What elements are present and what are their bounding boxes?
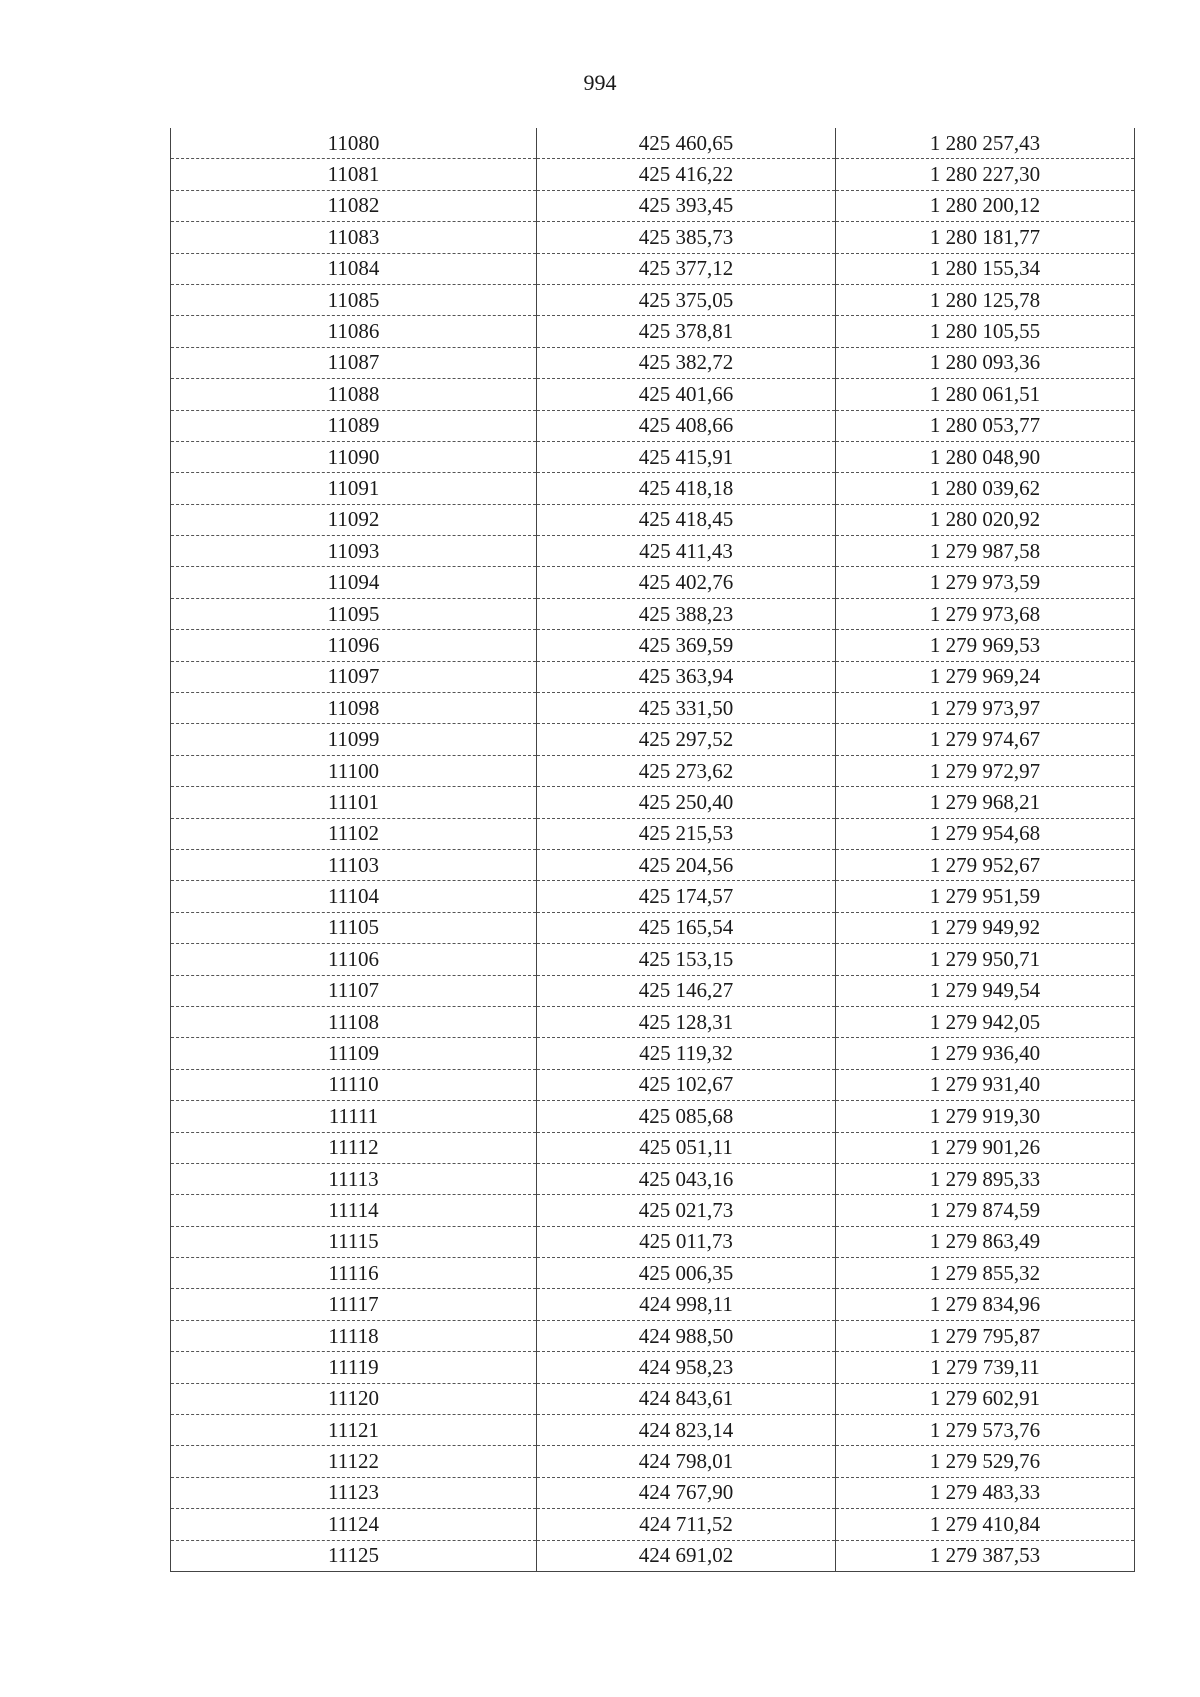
table-row (171, 755, 1135, 786)
point-number-cell: 11088 (171, 379, 537, 410)
point-number-cell: 11085 (171, 284, 537, 315)
y-coordinate-cell: 1 280 048,90 (836, 441, 1135, 472)
point-number-cell: 11092 (171, 504, 537, 535)
table-row (171, 1258, 1135, 1289)
y-coordinate-cell: 1 280 105,55 (836, 316, 1135, 347)
x-coordinate-cell: 425 402,76 (537, 567, 836, 598)
table-row (171, 567, 1135, 598)
y-coordinate-cell: 1 279 969,53 (836, 630, 1135, 661)
y-coordinate-cell: 1 279 863,49 (836, 1226, 1135, 1257)
x-coordinate-cell: 425 460,65 (537, 128, 836, 159)
x-coordinate-cell: 424 958,23 (537, 1352, 836, 1383)
x-coordinate-cell: 425 021,73 (537, 1195, 836, 1226)
point-number-cell: 11124 (171, 1509, 537, 1540)
table-row (171, 410, 1135, 441)
y-coordinate-cell: 1 279 602,91 (836, 1383, 1135, 1414)
y-coordinate-cell: 1 279 483,33 (836, 1477, 1135, 1508)
table-row (171, 253, 1135, 284)
x-coordinate-cell: 425 418,18 (537, 473, 836, 504)
x-coordinate-cell: 424 998,11 (537, 1289, 836, 1320)
point-number-cell: 11112 (171, 1132, 537, 1163)
x-coordinate-cell: 424 823,14 (537, 1415, 836, 1446)
point-number-cell: 11119 (171, 1352, 537, 1383)
point-number-cell: 11094 (171, 567, 537, 598)
table-row (171, 347, 1135, 378)
y-coordinate-cell: 1 279 973,59 (836, 567, 1135, 598)
table-row (171, 1383, 1135, 1414)
y-coordinate-cell: 1 279 973,68 (836, 598, 1135, 629)
table-row (171, 1446, 1135, 1477)
y-coordinate-cell: 1 280 257,43 (836, 128, 1135, 159)
y-coordinate-cell: 1 280 053,77 (836, 410, 1135, 441)
table-row (171, 975, 1135, 1006)
table-row (171, 944, 1135, 975)
table-row (171, 473, 1135, 504)
table-row (171, 1163, 1135, 1194)
x-coordinate-cell: 425 385,73 (537, 222, 836, 253)
point-number-cell: 11116 (171, 1258, 537, 1289)
table-row (171, 630, 1135, 661)
x-coordinate-cell: 425 165,54 (537, 912, 836, 943)
x-coordinate-cell: 425 146,27 (537, 975, 836, 1006)
point-number-cell: 11121 (171, 1415, 537, 1446)
x-coordinate-cell: 425 051,11 (537, 1132, 836, 1163)
y-coordinate-cell: 1 280 125,78 (836, 284, 1135, 315)
x-coordinate-cell: 425 006,35 (537, 1258, 836, 1289)
y-coordinate-cell: 1 280 093,36 (836, 347, 1135, 378)
point-number-cell: 11111 (171, 1101, 537, 1132)
table-row (171, 1006, 1135, 1037)
x-coordinate-cell: 425 128,31 (537, 1006, 836, 1037)
table-row (171, 881, 1135, 912)
x-coordinate-cell: 424 691,02 (537, 1540, 836, 1571)
point-number-cell: 11081 (171, 159, 537, 190)
point-number-cell: 11095 (171, 598, 537, 629)
point-number-cell: 11117 (171, 1289, 537, 1320)
coordinates-table-body (171, 128, 1135, 1571)
point-number-cell: 11082 (171, 190, 537, 221)
table-row (171, 787, 1135, 818)
x-coordinate-cell: 425 273,62 (537, 755, 836, 786)
table-row (171, 1352, 1135, 1383)
y-coordinate-cell: 1 279 410,84 (836, 1509, 1135, 1540)
point-number-cell: 11109 (171, 1038, 537, 1069)
point-number-cell: 11080 (171, 128, 537, 159)
table-row (171, 222, 1135, 253)
x-coordinate-cell: 425 378,81 (537, 316, 836, 347)
y-coordinate-cell: 1 280 039,62 (836, 473, 1135, 504)
x-coordinate-cell: 425 102,67 (537, 1069, 836, 1100)
table-row (171, 190, 1135, 221)
x-coordinate-cell: 425 119,32 (537, 1038, 836, 1069)
point-number-cell: 11102 (171, 818, 537, 849)
x-coordinate-cell: 425 011,73 (537, 1226, 836, 1257)
x-coordinate-cell: 425 415,91 (537, 441, 836, 472)
table-row (171, 693, 1135, 724)
point-number-cell: 11104 (171, 881, 537, 912)
point-number-cell: 11103 (171, 849, 537, 880)
point-number-cell: 11108 (171, 1006, 537, 1037)
table-row (171, 1226, 1135, 1257)
y-coordinate-cell: 1 279 901,26 (836, 1132, 1135, 1163)
y-coordinate-cell: 1 279 973,97 (836, 693, 1135, 724)
page-number: 994 (583, 70, 617, 95)
x-coordinate-cell: 425 369,59 (537, 630, 836, 661)
table-row (171, 1540, 1135, 1571)
y-coordinate-cell: 1 279 855,32 (836, 1258, 1135, 1289)
y-coordinate-cell: 1 279 739,11 (836, 1352, 1135, 1383)
x-coordinate-cell: 425 043,16 (537, 1163, 836, 1194)
y-coordinate-cell: 1 279 387,53 (836, 1540, 1135, 1571)
table-row (171, 441, 1135, 472)
point-number-cell: 11114 (171, 1195, 537, 1226)
x-coordinate-cell: 425 250,40 (537, 787, 836, 818)
point-number-cell: 11115 (171, 1226, 537, 1257)
point-number-cell: 11096 (171, 630, 537, 661)
coordinates-table (170, 128, 1135, 1572)
point-number-cell: 11087 (171, 347, 537, 378)
y-coordinate-cell: 1 279 834,96 (836, 1289, 1135, 1320)
point-number-cell: 11101 (171, 787, 537, 818)
y-coordinate-cell: 1 279 949,92 (836, 912, 1135, 943)
y-coordinate-cell: 1 279 950,71 (836, 944, 1135, 975)
y-coordinate-cell: 1 280 181,77 (836, 222, 1135, 253)
point-number-cell: 11086 (171, 316, 537, 347)
y-coordinate-cell: 1 280 061,51 (836, 379, 1135, 410)
y-coordinate-cell: 1 279 919,30 (836, 1101, 1135, 1132)
point-number-cell: 11105 (171, 912, 537, 943)
table-row (171, 504, 1135, 535)
x-coordinate-cell: 425 174,57 (537, 881, 836, 912)
table-row (171, 849, 1135, 880)
x-coordinate-cell: 425 377,12 (537, 253, 836, 284)
x-coordinate-cell: 425 375,05 (537, 284, 836, 315)
table-row (171, 1477, 1135, 1508)
x-coordinate-cell: 425 363,94 (537, 661, 836, 692)
y-coordinate-cell: 1 280 200,12 (836, 190, 1135, 221)
y-coordinate-cell: 1 279 954,68 (836, 818, 1135, 849)
point-number-cell: 11090 (171, 441, 537, 472)
y-coordinate-cell: 1 280 020,92 (836, 504, 1135, 535)
x-coordinate-cell: 425 382,72 (537, 347, 836, 378)
x-coordinate-cell: 425 401,66 (537, 379, 836, 410)
y-coordinate-cell: 1 279 949,54 (836, 975, 1135, 1006)
x-coordinate-cell: 425 085,68 (537, 1101, 836, 1132)
y-coordinate-cell: 1 279 972,97 (836, 755, 1135, 786)
y-coordinate-cell: 1 279 931,40 (836, 1069, 1135, 1100)
point-number-cell: 11091 (171, 473, 537, 504)
point-number-cell: 11110 (171, 1069, 537, 1100)
x-coordinate-cell: 425 416,22 (537, 159, 836, 190)
point-number-cell: 11089 (171, 410, 537, 441)
x-coordinate-cell: 425 418,45 (537, 504, 836, 535)
table-row (171, 1101, 1135, 1132)
point-number-cell: 11083 (171, 222, 537, 253)
x-coordinate-cell: 425 408,66 (537, 410, 836, 441)
point-number-cell: 11084 (171, 253, 537, 284)
point-number-cell: 11113 (171, 1163, 537, 1194)
y-coordinate-cell: 1 279 952,67 (836, 849, 1135, 880)
y-coordinate-cell: 1 279 895,33 (836, 1163, 1135, 1194)
y-coordinate-cell: 1 279 968,21 (836, 787, 1135, 818)
x-coordinate-cell: 425 393,45 (537, 190, 836, 221)
y-coordinate-cell: 1 280 227,30 (836, 159, 1135, 190)
table-row (171, 316, 1135, 347)
y-coordinate-cell: 1 279 874,59 (836, 1195, 1135, 1226)
point-number-cell: 11122 (171, 1446, 537, 1477)
table-row (171, 128, 1135, 159)
table-row (171, 379, 1135, 410)
table-row (171, 1415, 1135, 1446)
y-coordinate-cell: 1 279 795,87 (836, 1320, 1135, 1351)
table-row (171, 1320, 1135, 1351)
y-coordinate-cell: 1 279 974,67 (836, 724, 1135, 755)
point-number-cell: 11106 (171, 944, 537, 975)
table-row (171, 1289, 1135, 1320)
table-row (171, 284, 1135, 315)
y-coordinate-cell: 1 279 987,58 (836, 536, 1135, 567)
y-coordinate-cell: 1 279 936,40 (836, 1038, 1135, 1069)
table-row (171, 1038, 1135, 1069)
x-coordinate-cell: 424 843,61 (537, 1383, 836, 1414)
point-number-cell: 11093 (171, 536, 537, 567)
point-number-cell: 11097 (171, 661, 537, 692)
x-coordinate-cell: 425 331,50 (537, 693, 836, 724)
point-number-cell: 11107 (171, 975, 537, 1006)
point-number-cell: 11100 (171, 755, 537, 786)
table-row (171, 912, 1135, 943)
x-coordinate-cell: 425 215,53 (537, 818, 836, 849)
table-row (171, 1195, 1135, 1226)
x-coordinate-cell: 424 798,01 (537, 1446, 836, 1477)
y-coordinate-cell: 1 279 942,05 (836, 1006, 1135, 1037)
y-coordinate-cell: 1 279 951,59 (836, 881, 1135, 912)
x-coordinate-cell: 425 411,43 (537, 536, 836, 567)
table-row (171, 598, 1135, 629)
point-number-cell: 11099 (171, 724, 537, 755)
table-row (171, 536, 1135, 567)
y-coordinate-cell: 1 280 155,34 (836, 253, 1135, 284)
x-coordinate-cell: 424 988,50 (537, 1320, 836, 1351)
y-coordinate-cell: 1 279 969,24 (836, 661, 1135, 692)
table-row (171, 724, 1135, 755)
x-coordinate-cell: 425 204,56 (537, 849, 836, 880)
table-row (171, 1132, 1135, 1163)
x-coordinate-cell: 425 297,52 (537, 724, 836, 755)
table-row (171, 661, 1135, 692)
table-row (171, 818, 1135, 849)
table-row (171, 1509, 1135, 1540)
x-coordinate-cell: 424 711,52 (537, 1509, 836, 1540)
x-coordinate-cell: 424 767,90 (537, 1477, 836, 1508)
point-number-cell: 11120 (171, 1383, 537, 1414)
y-coordinate-cell: 1 279 573,76 (836, 1415, 1135, 1446)
point-number-cell: 11118 (171, 1320, 537, 1351)
point-number-cell: 11125 (171, 1540, 537, 1571)
point-number-cell: 11098 (171, 693, 537, 724)
table-row (171, 1069, 1135, 1100)
point-number-cell: 11123 (171, 1477, 537, 1508)
x-coordinate-cell: 425 153,15 (537, 944, 836, 975)
y-coordinate-cell: 1 279 529,76 (836, 1446, 1135, 1477)
x-coordinate-cell: 425 388,23 (537, 598, 836, 629)
table-row (171, 159, 1135, 190)
